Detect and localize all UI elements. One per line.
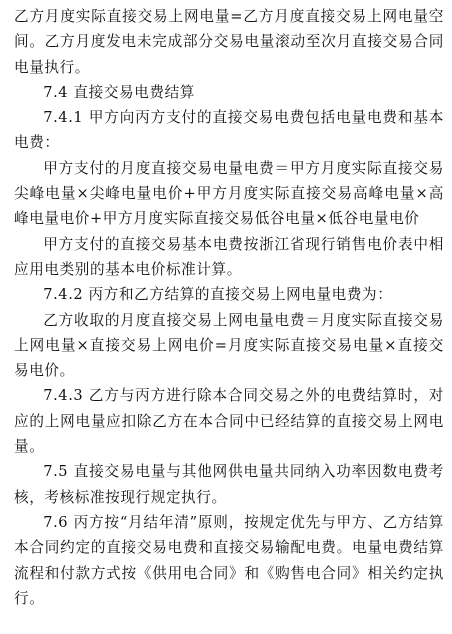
- clause-7-5: 7.5 直接交易电量与其他网供电量共同纳入功率因数电费考核，考核标准按现行规定执行。: [14, 463, 444, 506]
- section-heading-7-4: 7.4 直接交易电费结算: [43, 83, 195, 101]
- clause-7-4-1: 7.4.1 甲方向丙方支付的直接交易电费包括电量电费和基本电费：: [14, 109, 444, 152]
- formula-paragraph-1: 甲方支付的月度直接交易电量电费＝甲方月度实际直接交易尖峰电量×尖峰电量电价+甲方月度实际直接交易高峰电量×高峰电量电价+甲方月度实际直接交易低谷电量×低谷电量电价: [14, 159, 444, 228]
- paragraph-1: 乙方月度实际直接交易上网电量=乙方月度直接交易上网电量空间。乙方月度发电未完成部分交易电量滚动至次月直接交易合同电量执行。: [14, 8, 444, 76]
- clause-7-4-2: 7.4.2 丙方和乙方结算的直接交易上网电量电费为：: [43, 286, 393, 304]
- basic-fee-paragraph: 甲方支付的直接交易基本电费按浙江省现行销售电价表中相应用电类别的基本电价标准计算。: [14, 235, 444, 278]
- clause-7-6: 7.6 丙方按“月结年清”原则，按规定优先与甲方、乙方结算本合同约定的直接交易电费和直接交易输配电费。电量电费结算流程和付款方式按《供用电合同》和《购售电合同》相关约定执行。: [14, 513, 444, 607]
- formula-paragraph-2: 乙方收取的月度直接交易上网电量电费＝月度实际直接交易上网电量×直接交易上网电价=月度实际直接交易电量×直接交易电价。: [14, 311, 444, 380]
- clause-7-4-3: 7.4.3 乙方与丙方进行除本合同交易之外的电费结算时，对应的上网电量应扣除乙方在本合同中已经结算的直接交易上网电量。: [14, 387, 444, 456]
